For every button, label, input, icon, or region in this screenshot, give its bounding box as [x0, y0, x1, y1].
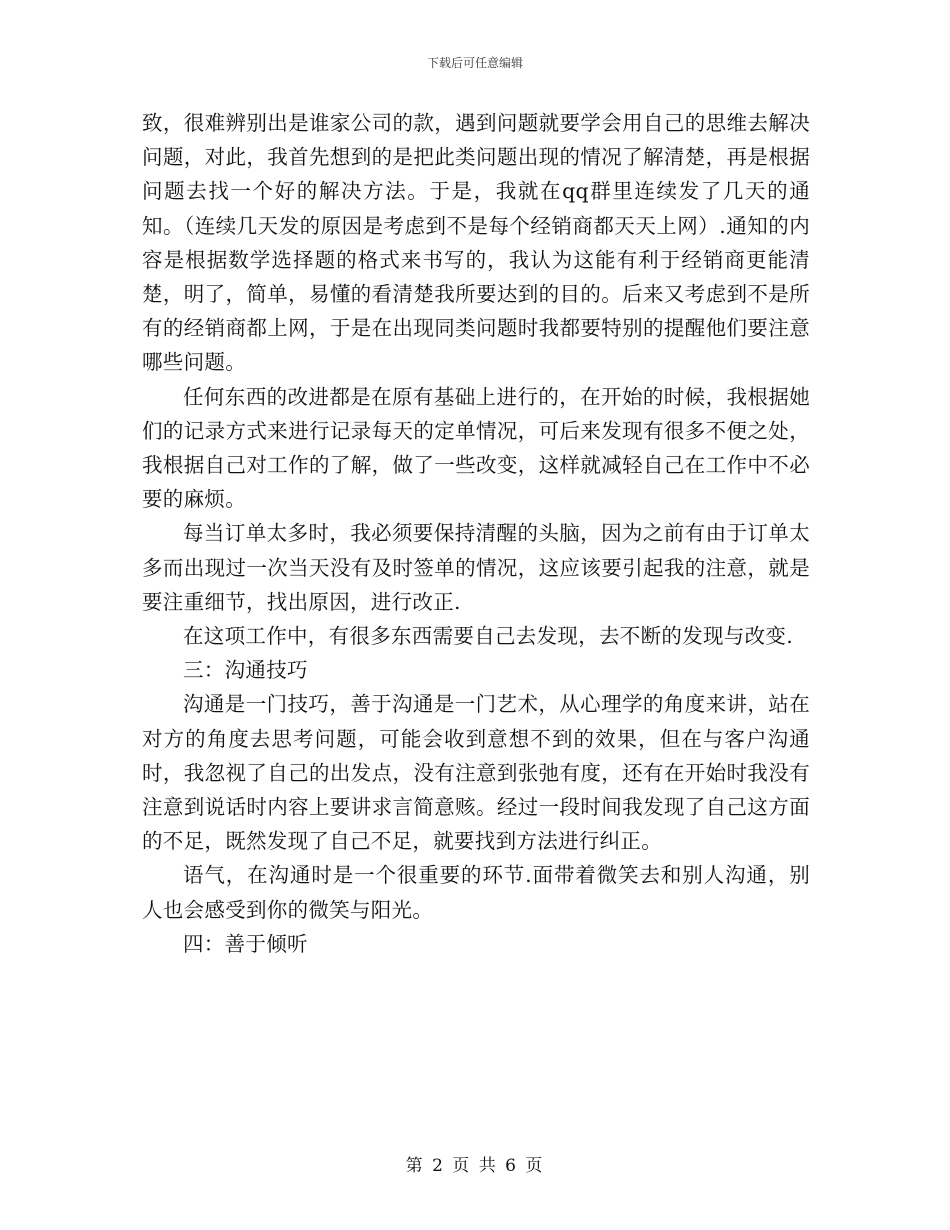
paragraph: 致，很难辨别出是谁家公司的款，遇到问题就要学会用自己的思维去解决问题，对此，我首先想到的是把此类问题出现的情况了解清楚，再是根据问题去找一个好的解决方法。于是，我就在qq群里连续发了几天的通知。（连续几天发的原因是考虑到不是每个经销商都天天上网）.通知的内容是根据数学选择题的格式来书写的，我认为这能有利于经销商更能清楚，明了，简单，易懂的看清楚我所要达到的目的。后来又考虑到不是所有的经销商都上网，于是在出现同类问题时我都要特别的提醒他们要注意哪些问题。: [142, 111, 810, 375]
paragraph: 在这项工作中，有很多东西需要自己去发现，去不断的发现与改变.: [183, 624, 794, 649]
page-header-note: 下载后可任意编辑: [426, 56, 523, 70]
page-number: 第 2 页 共 6 页: [405, 1156, 545, 1176]
document-body: [142, 106, 810, 961]
paragraph: 沟通是一门技巧，善于沟通是一门艺术，从心理学的角度来讲，站在对方的角度去思考问题，可能会收到意想不到的效果，但在与客户沟通时，我忽视了自己的出发点，没有注意到张弛有度，还有在开始时我没有注意到说话时内容上要讲求言简意赅。经过一段时间我发现了自己这方面的不足，既然发现了自己不足，就要找到方法进行纠正。: [142, 692, 810, 854]
section-heading: 三：沟通技巧: [183, 658, 308, 683]
paragraph: 每当订单太多时，我必须要保持清醒的头脑，因为之前有由于订单太多而出现过一次当天没有及时签单的情况，这应该要引起我的注意，就是要注重细节，找出原因，进行改正.: [142, 521, 810, 614]
paragraph: 语气，在沟通时是一个很重要的环节.面带着微笑去和别人沟通，别人也会感受到你的微笑与阳光。: [142, 863, 810, 922]
paragraph: 任何东西的改进都是在原有基础上进行的，在开始的时候，我根据她们的记录方式来进行记录每天的定单情况，可后来发现有很多不便之处，我根据自己对工作的了解，做了一些改变，这样就减轻自己在工作中不必要的麻烦。: [142, 384, 810, 512]
section-heading: 四：善于倾听: [183, 931, 308, 956]
